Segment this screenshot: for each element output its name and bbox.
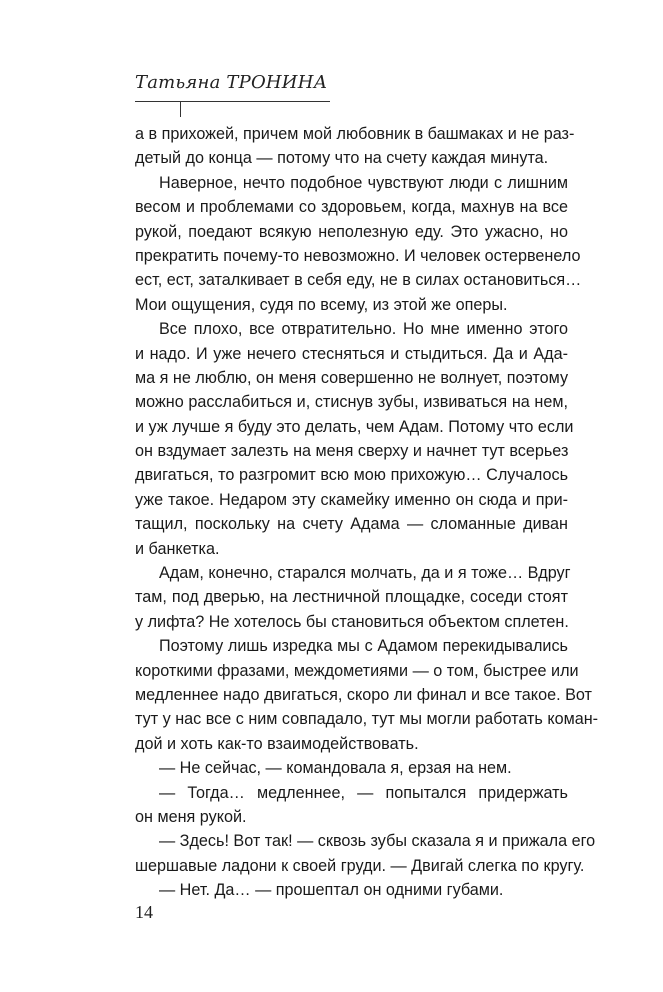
text-line: медленнее надо двигаться, скоро ли финал и все такое. Вот <box>135 685 592 704</box>
header-rule <box>135 101 330 102</box>
running-head-title: Татьяна ТРОНИНА <box>135 72 328 93</box>
text-line: можно расслабиться и, стиснув зубы, извиваться на нем, <box>135 393 568 412</box>
text-line: а в прихожей, причем мой любовник в башмаках и не раз- <box>135 125 575 143</box>
text-line: прекратить почему-то невозможно. И человек остервенело <box>135 246 581 265</box>
text-line: Наверное, нечто подобное чувствуют люди с лишним <box>159 173 568 192</box>
text-line: ест, ест, заталкивает в себя еду, не в силах остановиться… <box>135 271 582 290</box>
text-line: — Тогда… медленнее, — попытался придержать <box>159 783 568 802</box>
text-line: Адам, конечно, старался молчать, да и я тоже… Вдруг <box>159 564 571 583</box>
text-line: — Не сейчас, — командовала я, ерзая на нем. <box>159 759 512 778</box>
text-line: короткими фразами, междометиями — о том, быстрее или <box>135 661 579 680</box>
text-line: — Здесь! Вот так! — сквозь зубы сказала я и прижала его <box>159 832 596 851</box>
text-line: там, под дверью, на лестничной площадке, соседи стоят <box>135 588 568 607</box>
text-line: — Нет. Да… — прошептал он одними губами. <box>159 881 504 900</box>
text-line: детый до конца — потому что на счету каждая минута. <box>135 149 549 168</box>
text-line: Все плохо, все отвратительно. Но мне именно этого <box>159 320 568 339</box>
body-text <box>135 122 599 903</box>
text-line: тащил, поскольку на счету Адама — сломанные диван <box>135 515 568 534</box>
text-line: ма я не люблю, он меня совершенно не волнует, поэтому <box>135 368 569 387</box>
text-line: тут у нас все с ним совпадало, тут мы могли работать коман- <box>135 710 599 729</box>
text-line: двигаться, то разгромит всю мою прихожую… Случалось <box>135 466 568 485</box>
text-line: весом и проблемами со здоровьем, когда, махнув на все <box>135 198 568 217</box>
header-rule-tick <box>180 101 181 117</box>
text-line: и уж лучше я буду это делать, чем Адам. Потому что если <box>135 417 574 436</box>
text-line: он меня рукой. <box>135 807 247 826</box>
text-line: шершавые ладони к своей груди. — Двигай слегка по кругу. <box>135 856 585 875</box>
text-line: уже такое. Недаром эту скамейку именно он сюда и при- <box>135 490 568 509</box>
text-line: и банкетка. <box>135 539 220 558</box>
text-line: Мои ощущения, судя по всему, из этой же оперы. <box>135 295 508 314</box>
text-line: у лифта? Не хотелось бы становиться объектом сплетен. <box>135 612 569 631</box>
text-line: он вздумает залезть на меня сверху и начнет тут всерьез <box>135 442 569 461</box>
text-line: дой и хоть как-то взаимодействовать. <box>135 734 419 753</box>
page-number: 14 <box>135 902 153 922</box>
text-line: и надо. И уже нечего стесняться и стыдиться. Да и Ада- <box>135 344 568 363</box>
text-line: Поэтому лишь изредка мы с Адамом перекидывались <box>159 637 568 656</box>
text-line: рукой, поедают всякую неполезную еду. Это ужасно, но <box>135 222 568 241</box>
